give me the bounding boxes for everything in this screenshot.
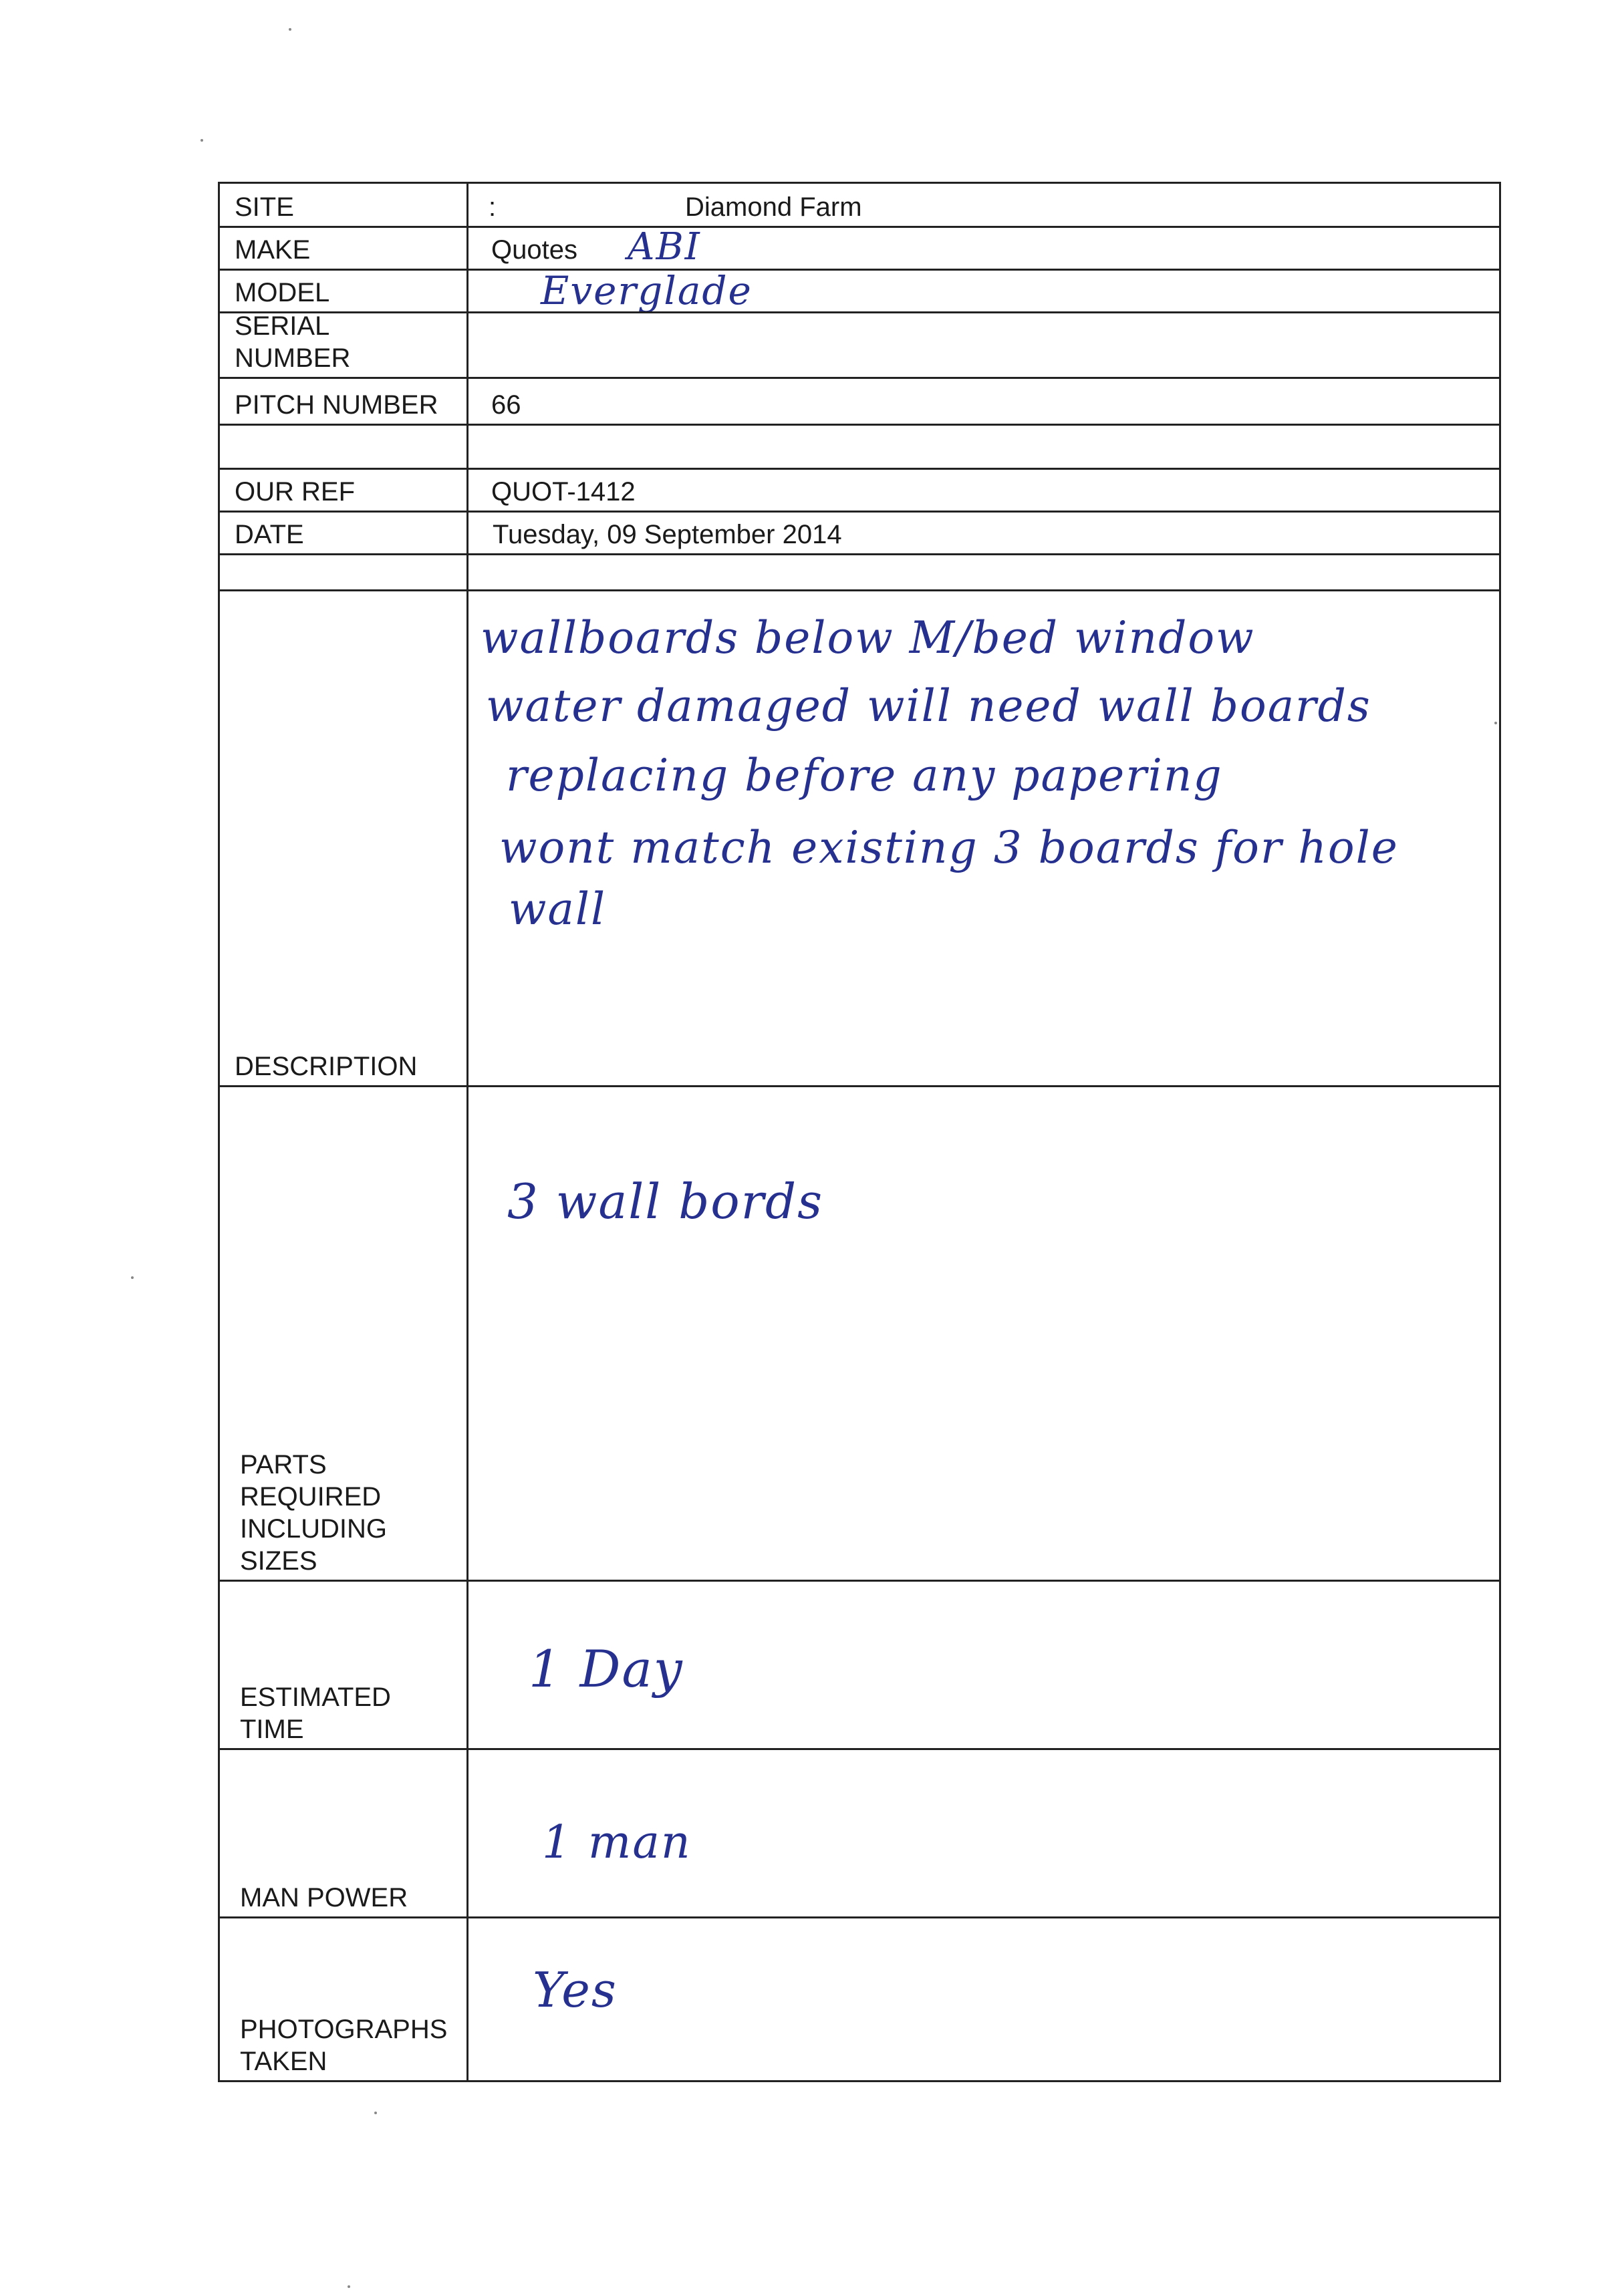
label-cell	[220, 379, 468, 424]
make-handwritten: ABI	[628, 225, 701, 269]
photographs-taken-handwritten: Yes	[533, 1962, 618, 2018]
label-cell	[220, 1918, 468, 2080]
description-line: wall	[509, 883, 607, 935]
label-cell	[220, 513, 468, 553]
estimated-time-handwritten: 1 Day	[529, 1639, 684, 1699]
label-cell	[220, 184, 468, 226]
row-serial-number	[218, 311, 1501, 377]
description-line: replacing before any papering	[506, 750, 1223, 801]
site-label: SITE	[235, 192, 294, 222]
scan-speck	[348, 2285, 350, 2288]
our-ref-value: QUOT-1412	[491, 477, 636, 507]
row-make	[218, 226, 1501, 269]
description-label: DESCRIPTION	[235, 1052, 418, 1081]
pitch-number-value: 66	[491, 390, 521, 420]
label-cell	[220, 470, 468, 511]
parts-required-label: PARTS REQUIRED INCLUDING SIZES	[240, 1450, 388, 1576]
row-model	[218, 269, 1501, 311]
photographs-taken-label: PHOTOGRAPHS TAKEN	[240, 2015, 448, 2076]
row-description	[218, 589, 1501, 1085]
man-power-handwritten: 1 man	[542, 1816, 692, 1869]
our-ref-label: OUR REF	[235, 477, 355, 507]
scan-speck	[289, 28, 291, 31]
label-cell	[220, 1750, 468, 1916]
row-date	[218, 511, 1501, 553]
site-value: Diamond Farm	[685, 192, 862, 222]
man-power-label: MAN POWER	[240, 1883, 408, 1912]
label-cell	[220, 228, 468, 269]
make-label: MAKE	[235, 235, 311, 265]
label-cell	[220, 591, 468, 1085]
label-cell	[220, 555, 468, 589]
make-value: Quotes	[491, 235, 577, 265]
model-handwritten: Everglade	[541, 268, 753, 313]
label-cell	[220, 313, 468, 377]
row-site	[218, 182, 1501, 226]
estimated-time-label: ESTIMATED TIME	[240, 1683, 391, 1744]
site-colon: :	[489, 192, 497, 222]
description-line: wallboards below M/bed window	[481, 612, 1255, 664]
row-blank	[218, 553, 1501, 589]
serial-number-label: SERIAL NUMBER	[235, 311, 351, 373]
label-cell	[220, 1087, 468, 1580]
parts-required-handwritten: 3 wall bords	[507, 1173, 824, 1230]
date-value: Tuesday, 09 September 2014	[493, 520, 842, 549]
scan-speck	[131, 1276, 134, 1279]
model-label: MODEL	[235, 278, 330, 307]
label-cell	[220, 1582, 468, 1748]
row-blank	[218, 424, 1501, 468]
label-cell	[220, 426, 468, 468]
row-parts-required	[218, 1085, 1501, 1580]
description-line: water damaged will need wall boards	[486, 680, 1371, 732]
scan-speck	[374, 2112, 377, 2114]
row-man-power	[218, 1748, 1501, 1916]
scan-speck	[200, 139, 203, 142]
date-label: DATE	[235, 520, 304, 549]
row-photographs-taken	[218, 1916, 1501, 2082]
pitch-number-label: PITCH NUMBER	[235, 390, 438, 420]
row-estimated-time	[218, 1580, 1501, 1748]
row-pitch-number	[218, 377, 1501, 424]
quote-form	[218, 182, 1501, 2082]
row-our-ref	[218, 468, 1501, 511]
label-cell	[220, 271, 468, 311]
description-line: wont match existing 3 boards for hole	[499, 822, 1399, 873]
